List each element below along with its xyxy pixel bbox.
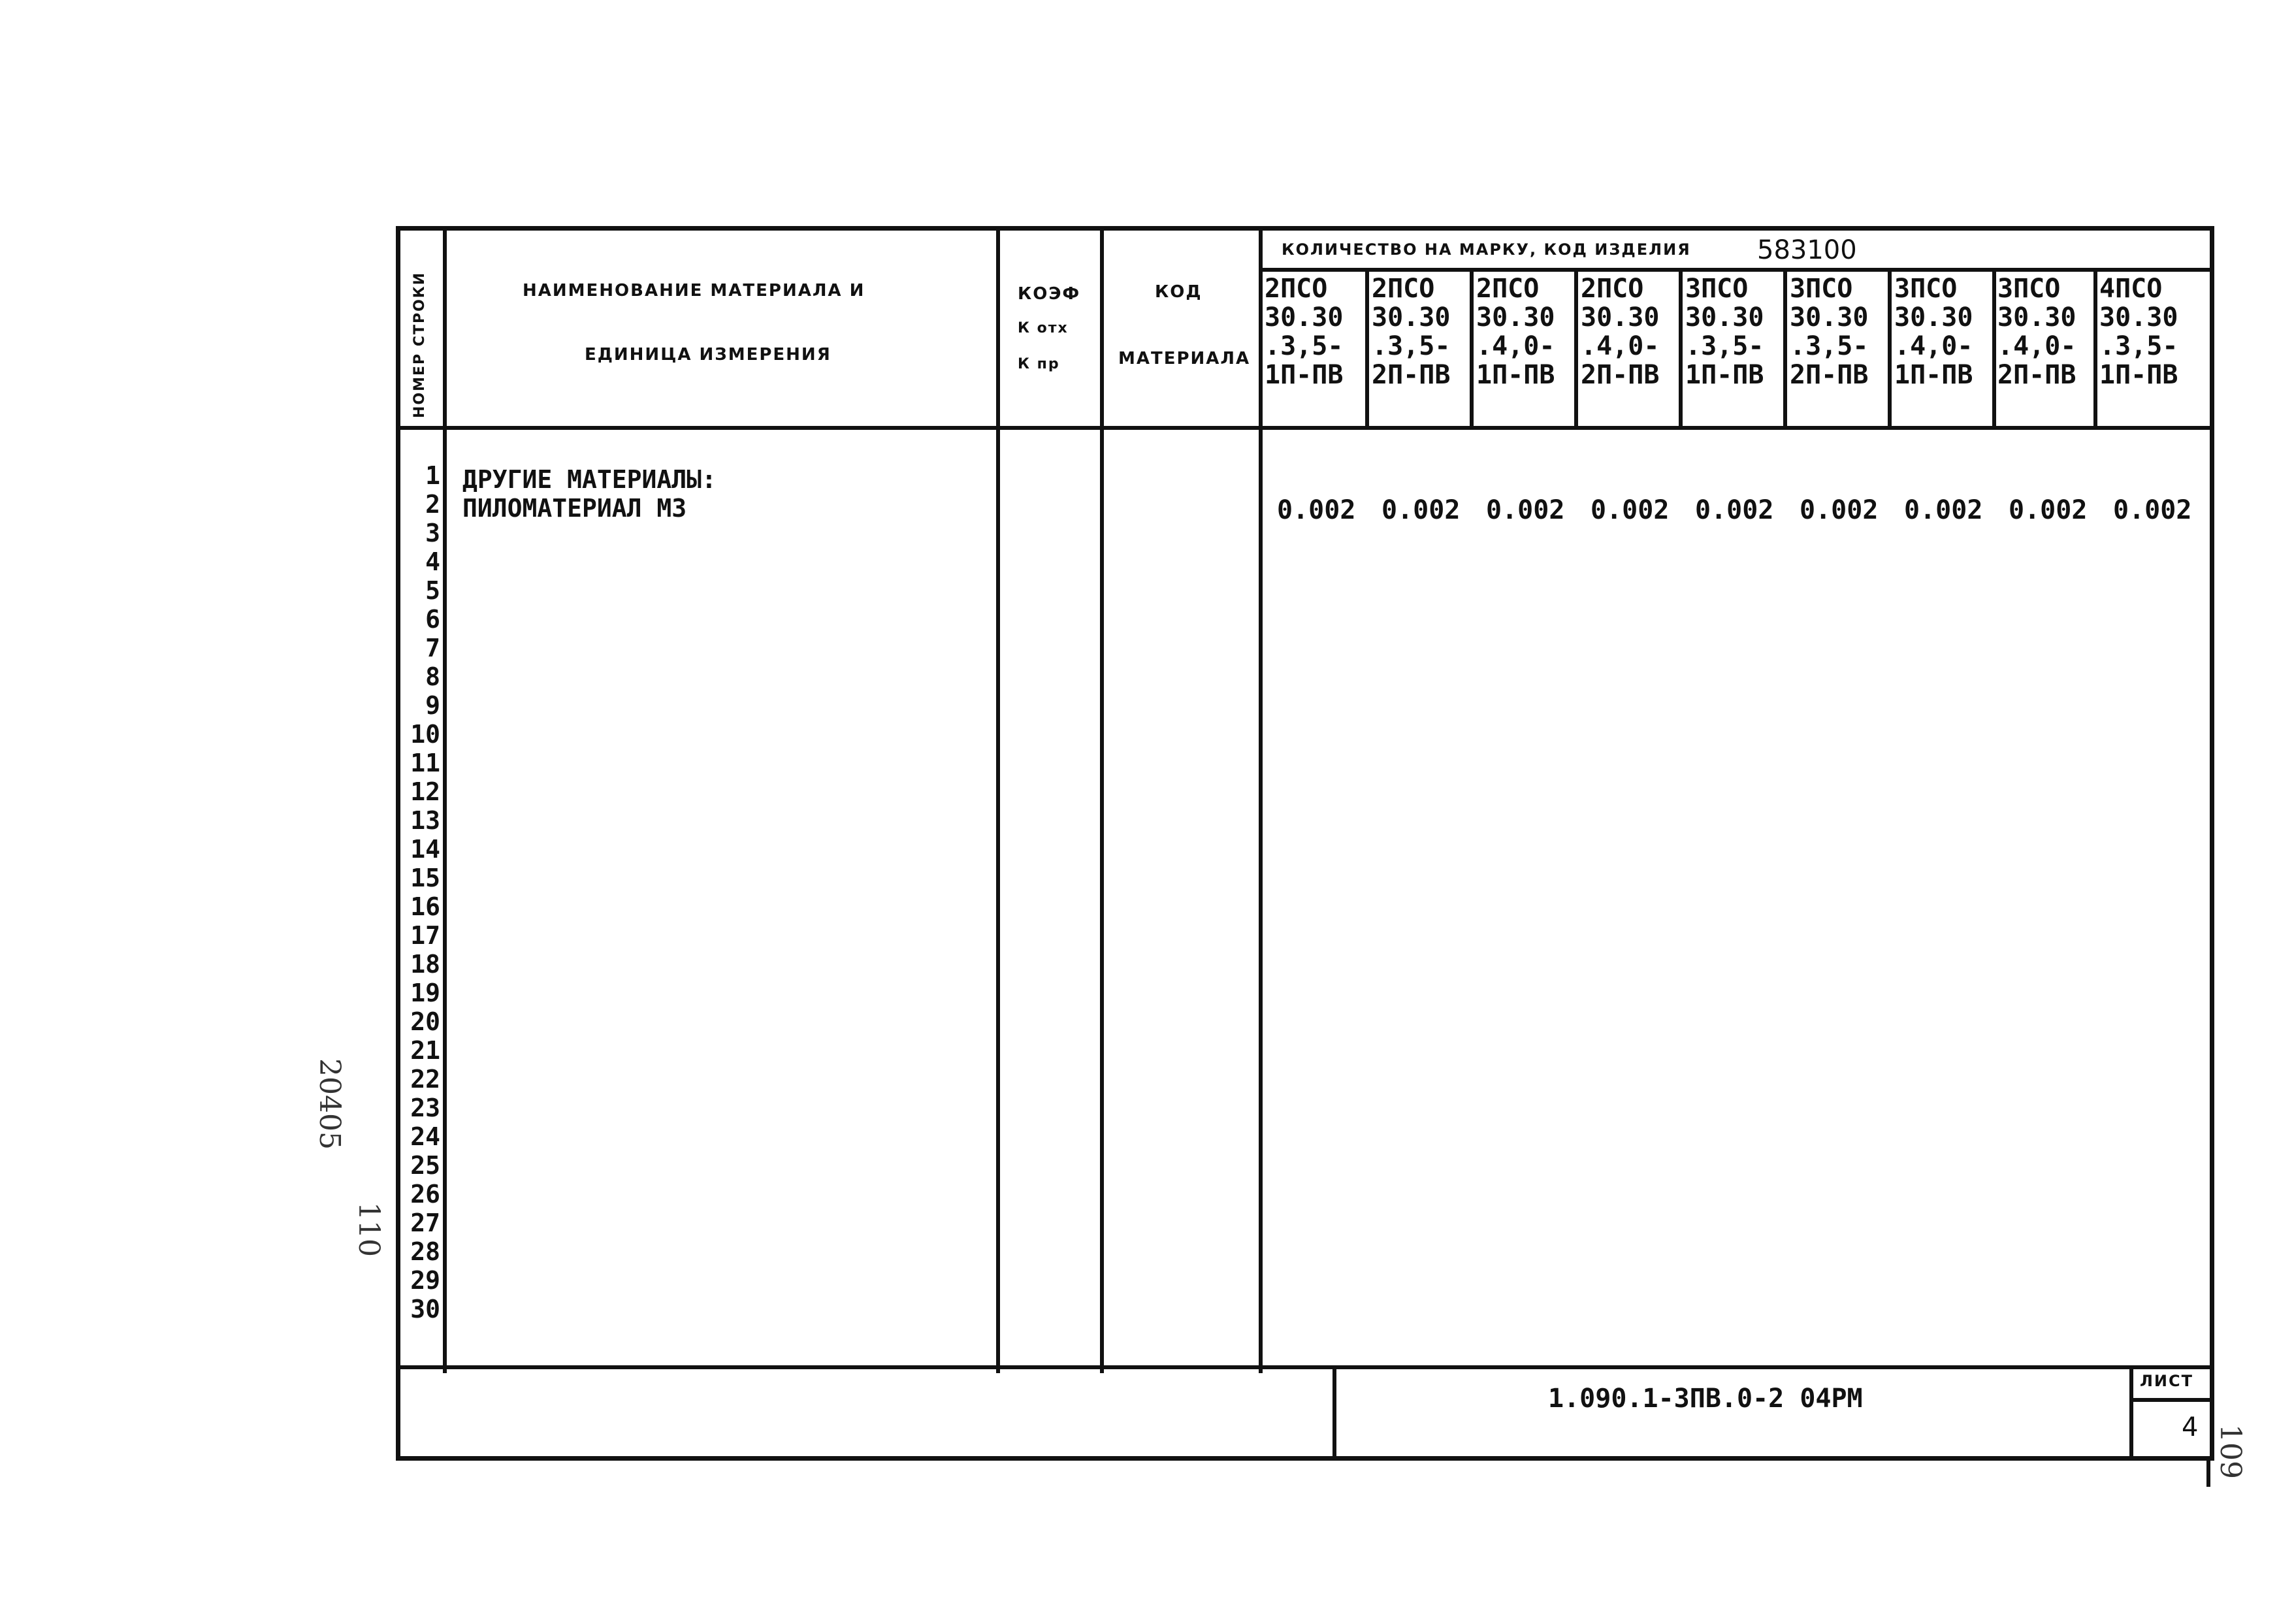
- mark-column-2: [1372, 274, 1472, 389]
- mark-8-line-1: 3ПСО: [1997, 274, 2061, 304]
- mark-6-line-2: 30.30: [1790, 302, 1869, 333]
- row-number: 17: [410, 921, 440, 950]
- row-number: 27: [410, 1209, 440, 1237]
- right-edge-tick: [2206, 1461, 2210, 1487]
- mark-column-5: [1685, 274, 1785, 389]
- divider-coef: [1100, 226, 1104, 1373]
- row-number: 26: [410, 1180, 440, 1209]
- row-number: 21: [410, 1036, 440, 1065]
- mark-2-line-2: 30.30: [1372, 302, 1451, 333]
- row-number: 14: [410, 835, 440, 864]
- mark-column-4: [1581, 274, 1681, 389]
- mark-2-line-4: 2П-ПВ: [1372, 360, 1451, 390]
- mark-2-line-1: 2ПСО: [1372, 274, 1435, 304]
- coef-header-line3: К пр: [1018, 356, 1060, 372]
- row-number: 15: [410, 864, 440, 892]
- mark-2-line-3: .3,5-: [1372, 331, 1451, 361]
- mark-6-line-3: .3,5-: [1790, 331, 1869, 361]
- mark-8-line-3: .4,0-: [1997, 331, 2076, 361]
- mark-column-8: [1997, 274, 2092, 389]
- row-2-value-6: 0.002: [1800, 495, 1879, 525]
- divider-code: [1259, 226, 1263, 1373]
- row-2-value-1: 0.002: [1277, 495, 1356, 525]
- mark-5-line-4: 1П-ПВ: [1685, 360, 1764, 390]
- mark-3-line-3: .4,0-: [1476, 331, 1555, 361]
- mark-5-line-2: 30.30: [1685, 302, 1764, 333]
- row-number: 5: [425, 576, 440, 605]
- divider-sheet-label: [2129, 1398, 2214, 1402]
- row-number: 12: [410, 777, 440, 806]
- table-frame: [396, 226, 2214, 1461]
- row-number: 1: [425, 461, 440, 490]
- row-number-header: НОМЕР СТРОКИ: [412, 271, 428, 418]
- row-number: 20: [410, 1007, 440, 1036]
- mark-9-line-4: 1П-ПВ: [2099, 360, 2178, 390]
- code-header-line1: КОД: [1155, 282, 1203, 302]
- row-number-column: [400, 463, 440, 1325]
- mark-3-line-1: 2ПСО: [1476, 274, 1540, 304]
- row-number: 28: [410, 1237, 440, 1266]
- coef-header-line2: К отх: [1018, 320, 1069, 336]
- mark-7-line-3: .4,0-: [1894, 331, 1973, 361]
- code-header-line2: МАТЕРИАЛА: [1118, 349, 1251, 368]
- divider-body-footer: [396, 1365, 2214, 1369]
- mark-column-1: [1265, 274, 1365, 389]
- mark-4-line-3: .4,0-: [1581, 331, 1660, 361]
- mark-8-line-2: 30.30: [1997, 302, 2076, 333]
- mark-7-line-4: 1П-ПВ: [1894, 360, 1973, 390]
- mark-3-line-2: 30.30: [1476, 302, 1555, 333]
- row-2-value-4: 0.002: [1591, 495, 1670, 525]
- row-number: 2: [425, 490, 440, 519]
- row-number: 25: [410, 1151, 440, 1180]
- mark-column-3: [1476, 274, 1576, 389]
- mark-column-9: [2099, 274, 2210, 389]
- mark-4-line-2: 30.30: [1581, 302, 1660, 333]
- row-number: 30: [410, 1295, 440, 1324]
- material-name-header-line2: ЕДИНИЦА ИЗМЕРЕНИЯ: [585, 345, 832, 365]
- mark-1-line-4: 1П-ПВ: [1265, 360, 1344, 390]
- mark-7-line-1: 3ПСО: [1894, 274, 1958, 304]
- row-2-material: ПИЛОМАТЕРИАЛ М3: [462, 494, 687, 523]
- mark-9-line-1: 4ПСО: [2099, 274, 2163, 304]
- mark-7-line-2: 30.30: [1894, 302, 1973, 333]
- row-2-value-2: 0.002: [1381, 495, 1461, 525]
- material-name-header-line1: НАИМЕНОВАНИЕ МАТЕРИАЛА И: [523, 281, 865, 300]
- sheet-label: ЛИСТ: [2140, 1372, 2194, 1390]
- row-number: 7: [425, 634, 440, 662]
- row-number: 9: [425, 691, 440, 720]
- mark-1-line-1: 2ПСО: [1265, 274, 1328, 304]
- sheet-number: 4: [2182, 1412, 2199, 1442]
- mark-9-line-2: 30.30: [2099, 302, 2178, 333]
- mark-4-line-4: 2П-ПВ: [1581, 360, 1660, 390]
- row-2-value-5: 0.002: [1695, 495, 1774, 525]
- row-number: 29: [410, 1266, 440, 1295]
- divider-footer-sheet: [2129, 1365, 2133, 1461]
- mark-6-line-4: 2П-ПВ: [1790, 360, 1869, 390]
- divider-mark-1: [1365, 271, 1369, 428]
- divider-footer-left: [1333, 1365, 1336, 1461]
- mark-4-line-1: 2ПСО: [1581, 274, 1644, 304]
- quantity-header: КОЛИЧЕСТВО НА МАРКУ, КОД ИЗДЕЛИЯ: [1282, 240, 1691, 259]
- coef-header-line1: КОЭФ: [1018, 284, 1081, 304]
- row-number: 18: [410, 950, 440, 979]
- mark-column-7: [1894, 274, 1994, 389]
- row-number: 4: [425, 547, 440, 576]
- row-number: 11: [410, 749, 440, 777]
- mark-9-line-3: .3,5-: [2099, 331, 2178, 361]
- document-code: 1.090.1-3ПВ.0-2 04РМ: [1548, 1384, 1863, 1414]
- product-code: 583100: [1757, 235, 1857, 265]
- row-number: 23: [410, 1094, 440, 1122]
- mark-1-line-3: .3,5-: [1265, 331, 1344, 361]
- mark-5-line-1: 3ПСО: [1685, 274, 1749, 304]
- row-2-value-3: 0.002: [1486, 495, 1565, 525]
- divider-mark-8: [2093, 271, 2097, 428]
- margin-note-right: 109: [2214, 1424, 2247, 1479]
- row-number: 19: [410, 979, 440, 1007]
- row-2-value-7: 0.002: [1904, 495, 1983, 525]
- row-2-value-8: 0.002: [2009, 495, 2088, 525]
- mark-column-6: [1790, 274, 1890, 389]
- divider-header-body: [396, 426, 2214, 430]
- mark-3-line-4: 1П-ПВ: [1476, 360, 1555, 390]
- divider-material: [996, 226, 1000, 1373]
- row-number: 13: [410, 806, 440, 835]
- row-number: 8: [425, 662, 440, 691]
- row-1-material: ДРУГИЕ МАТЕРИАЛЫ:: [462, 465, 717, 494]
- row-number: 24: [410, 1122, 440, 1151]
- mark-5-line-3: .3,5-: [1685, 331, 1764, 361]
- mark-8-line-4: 2П-ПВ: [1997, 360, 2076, 390]
- row-number: 10: [410, 720, 440, 749]
- row-number: 22: [410, 1065, 440, 1094]
- margin-note-left-lower: 110: [352, 1202, 385, 1257]
- mark-1-line-2: 30.30: [1265, 302, 1344, 333]
- divider-quantity-label: [1259, 268, 2214, 272]
- row-number: 16: [410, 892, 440, 921]
- row-number: 6: [425, 605, 440, 634]
- margin-note-left-upper: 20405: [313, 1058, 346, 1150]
- mark-6-line-1: 3ПСО: [1790, 274, 1853, 304]
- row-number: 3: [425, 519, 440, 547]
- divider-rownum: [443, 226, 447, 1373]
- row-2-value-9: 0.002: [2113, 495, 2192, 525]
